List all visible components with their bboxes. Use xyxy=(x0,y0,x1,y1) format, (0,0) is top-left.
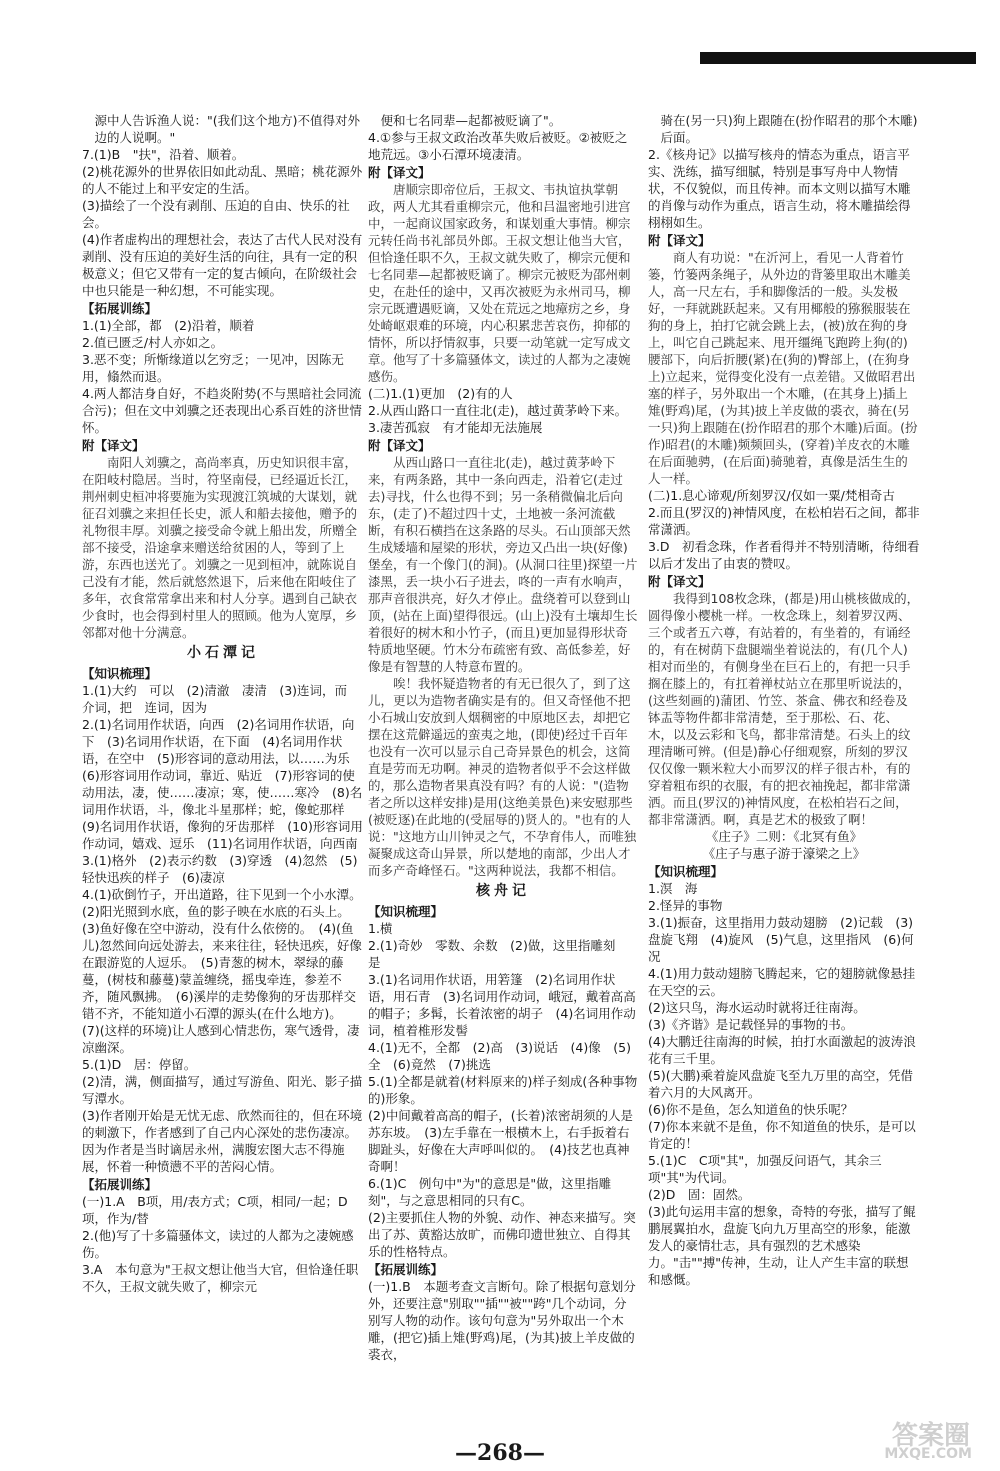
text-line: 骑在(另一只)狗上跟随在(扮作昭君的那个木雕)后面。 xyxy=(660,113,918,145)
text-line: 3.凄苦孤寂 有才能却无法施展 xyxy=(368,420,543,435)
text-line: (4)作者虚构出的理想社会，表达了古代人民对没有剥削、没有压迫的美好生活的向往，具有一定的积极意义；但它又带有一定的复古倾向，在阶级社会中也只能是一种幻想，不可能实现。 xyxy=(82,232,363,298)
text-line: 1.(1)大约 可以 (2)清澈 凄清 (3)连词，而 介词，把 连词，因为 xyxy=(82,683,360,715)
text-line: 商人有功说："在沂河上，看见一人背着竹篓，竹篓两条绳子，从外边的背篓里取出木雕美人，高一尺左右，手和脚像活的一般。头发极好，一拜就跳跃起来。又有用椰般的猕猴服装在狗的身上，拍打它就会跳上去，(被)放在狗的身上，叫它自己跳起来、甩开缰绳飞跑跨上狗(的)腰部下，向后折腰(紧)在(狗的)臀部上，(在狗身上)立起来，觉得变化没有一点差错。又做昭君出塞的样子，另外取出一个木雕，(在其身上)插上雉(野鸡)尾，(为其)披上羊皮做的裘衣，骑在(另一只)狗上跟随在(扮作昭君的那个木雕)后面。(扮作)昭君(的木雕)频频回头，(穿着)羊皮衣的木雕在后面驰骋，(在后面)骑驰着，真像是活生生的人一样。 xyxy=(648,250,918,486)
text-line: 1.横 xyxy=(368,921,393,936)
watermark-logo: 答案圈 xyxy=(891,1421,970,1451)
text-line: 3.(1)名词用作状语，用箬篷 (2)名词用作状语，用石青 (3)名词用作动词，峨冠，戴着高高的帽子；多髯，长着浓密的胡子 (4)名词用作动词，植着椎形发髻 xyxy=(368,972,636,1038)
text-line: (3)作者刚开始是无忧无虑、欣然而往的，但在环境的刺激下，作者感到了自己内心深处的悲伤凄凉。因为作者是当时谪居永州，满腹宏图大志不得施展，怀着一种愤懑不平的苦闷心情。 xyxy=(82,1108,363,1174)
text-line: 3.(1)格外 (2)表示约数 (3)穿透 (4)忽然 (5)轻快迅疾的样子 (6)凄凉 xyxy=(82,853,358,885)
text-line: 唉！我怀疑造物者的有无已很久了，到了这儿，更以为造物者确实是有的。但又奇怪他不把小石城山安放到人烟稠密的中原地区去，却把它摆在这荒僻遥远的蛮夷之地，(即使)经过千百年也没有一次可以显示自己奇异景色的机会，这简直是劳而无功啊。神灵的造物者似乎不会这样做的，那么造物者果真没有吗？有的人说："(造物者之所以这样安排)是用(这绝美景色)来安慰那些(被贬逐)在此地的(受屈辱的)贤人的。"也有的人说："这地方山川钟灵之气，不孕育伟人，而唯独凝聚成这奇山异景，所以楚地的南部，少出人才而多产奇峰怪石。"这两种说法，我都不相信。 xyxy=(368,676,637,878)
text-line: (一)1.A B项，用/表方式；C项，相同/一起；D项，作为/替 xyxy=(82,1194,348,1226)
text-line: (3)《齐谐》是记载怪异的事物的书。 xyxy=(648,1017,854,1032)
text-line: 5.(1)D 居：停留。 xyxy=(82,1057,197,1072)
text-line: 4.①参与王叔文政治改革失败后被贬。②被贬之地荒远。③小石潭环境凄清。 xyxy=(368,130,628,162)
text-line: 便和七名同辈—起都被贬谪了"。 xyxy=(380,113,562,128)
text-line: 3.恶不变；所惭缘道以乞穷乏；一见冲，因陈无用，翛然而退。 xyxy=(82,352,344,384)
text-line: (2)主要抓住人物的外貌、动作、神态来描写。突出了苏、黄豁达放旷，而佛印遗世独立、自得其乐的性格特点。 xyxy=(368,1210,636,1259)
text-line: 2.而且(罗汉的)神情风度，在松柏岩石之间，都非常潇洒。 xyxy=(648,505,920,537)
section-heading: 附【译文】 xyxy=(648,574,711,589)
text-line: 5.(1)C C项"其"，加强反问语气，其余三项"其"为代词。 xyxy=(648,1153,882,1185)
page-number: —268— xyxy=(455,1440,545,1466)
lesson-title: 小石潭记 xyxy=(187,645,259,661)
lesson-title: 《庄子与惠子游于濠梁之上》 xyxy=(702,846,866,861)
text-line: (3)此句运用丰富的想象，奇特的夸张，描写了鲲鹏展翼拍水，盘旋飞向九万里高空的形象，能激发人的豪情壮志，具有强烈的艺术感染力。"击""搏"传神，生动，让人产生丰富的联想和感慨。 xyxy=(648,1204,916,1287)
watermark-url: MXQE.COM xyxy=(884,1446,972,1462)
text-line: (2)D 固：固然。 xyxy=(648,1187,751,1202)
section-heading: 【知识梳理】 xyxy=(648,864,724,879)
text-line: (二)1.(1)更加 (2)有的人 xyxy=(368,386,513,401)
text-line: 4.(1)无不，全都 (2)高 (3)说话 (4)像 (5)全 (6)竟然 (7)挑选 xyxy=(368,1040,631,1072)
section-heading: 【拓展训练】 xyxy=(368,1262,444,1277)
column-left xyxy=(82,112,368,1295)
text-line: (4)大鹏迁往南海的时候，拍打水面激起的波涛浪花有三千里。 xyxy=(648,1034,916,1066)
header-rule xyxy=(700,52,976,64)
text-line: 7.(1)B "扶"，沿着、顺着。 xyxy=(82,147,245,162)
lesson-title: 《庄子》二则：《北冥有鱼》 xyxy=(705,829,863,844)
section-heading: 附【译文】 xyxy=(648,233,711,248)
text-line: 2.值已匮乏/村人亦如之。 xyxy=(82,335,224,350)
text-line: 源中人告诉渔人说："(我们这个地方)不值得对外边的人说啊。" xyxy=(94,113,361,145)
section-heading: 【拓展训练】 xyxy=(82,1177,158,1192)
text-line: 5.(1)全都是就着(材料原来的)样子刻成(各种事物的)形象。 xyxy=(368,1074,638,1106)
text-line: (2)清，满，侧面描写，通过写游鱼、阳光、影子描写潭水。 xyxy=(82,1074,363,1106)
section-heading: 【知识梳理】 xyxy=(368,904,444,919)
text-line: 2.从西山路口一直往北(走)，越过黄茅岭下来。 xyxy=(368,403,628,418)
text-line: (2)这只鸟，海水运动时就将迁往南海。 xyxy=(648,1000,866,1015)
text-line: 从西山路口一直往北(走)，越过黄茅岭下来，有两条路，其中一条向西走，沿着它(走过去)寻找，什么也得不到；另一条稍微偏北后向东，(走了)不超过四十丈，土地被一条河流截断，有积石横挡在这条路的尽头。石山顶部天然生成矮墙和屋梁的形状，旁边又凸出一块(好像)堡垒，有一个像门(的洞)。(从洞口往里)探望一片漆黑，丢一块小石子进去，咚的一声有水响声，那声音很洪亮，好久才停止。盘绕着可以登到山顶，(站在上面)望得很远。(山上)没有土壤却生长着很好的树木和小竹子，(而且)更加显得形状奇特质地坚硬。竹木分布疏密有致、高低参差，好像是有智慧的人特意布置的。 xyxy=(368,455,638,674)
text-line: 3.A 本句意为"王叔文想让他当大官，但恰逢任职不久，王叔文就失败了，柳宗元 xyxy=(82,1262,359,1294)
text-line: 我得到108枚念珠，(都是)用山桃核做成的，圆得像小樱桃一样。一枚念珠上，刻着罗汉两、三个或者五六尊，有站着的，有坐着的，有诵经的，有在树荫下盘腿端坐着说法的，有(几个人)相对而坐的，有侧身坐在巨石上的，有把一只手搁在膝上的，有扛着禅杖站立在那里听说法的，(这些刻画的)蒲团、竹笠、茶盒、佛衣和经卷及钵盂等物件都非常清楚，至于那松、石、花、木，以及云彩和飞鸟，都非常清楚。石头上的纹理清晰可辨。(但是)静心仔细观察，所刻的罗汉仅仅像一颗米粒大小而罗汉的样子很古朴，有的穿着粗布织的衣服，有的把衣袖挽起，都非常潇洒。而且(罗汉的)神情风度，在松柏岩石之间，都非常潇洒。啊，真是艺术的极致了啊！ xyxy=(648,591,920,827)
section-heading: 【知识梳理】 xyxy=(82,666,158,681)
text-line: (3)描绘了一个没有剥削、压迫的自由、快乐的社会。 xyxy=(82,198,350,230)
text-line: 3.(1)振奋，这里指用力鼓动翅膀 (2)记载 (3)盘旋飞翔 (4)旋风 (5)气息，这里指风 (6)何况 xyxy=(648,915,914,964)
text-line: 4.两人都洁身自好，不趋炎附势(不与黑暗社会同流合污)；但在文中刘骥之还表现出心系百姓的济世情怀。 xyxy=(82,386,362,435)
text-line: (2)中间戴着高高的帽子，(长着)浓密胡须的人是苏东坡。 (3)左手靠在一根横木上，右手扳着右脚趾头，好像在大声呼叫似的。 (4)技艺也真神奇啊！ xyxy=(368,1108,633,1174)
text-line: 2.(1)奇妙 零数、余数 (2)做，这里指雕刻 是 xyxy=(368,938,628,970)
column-middle xyxy=(368,112,638,1363)
text-line: 南阳人刘骥之，高尚率真，历史知识很丰富，在阳岐村隐居。当时，符坚南侵，已经逼近长江，荆州刺史桓冲将要施为实现渡江筑城的大谋划，就征召刘骥之来担任长史，派人和船去接他，赠予的礼物很丰厚。刘骥之接受命令就上船出发，所赠全部不接受，沿途拿来赠送给贫困的人，等到了上游，东西也送光了。刘骥之一见到桓冲，就陈说自己没有才能，然后就悠然退下，后来他在阳岐住了多年，衣食常常拿出来和村人分享。遇到自己缺衣少食时，也会得到村里人的照顾。他为人宽厚，乡邻都对他十分满意。 xyxy=(82,455,358,640)
section-heading: 【拓展训练】 xyxy=(82,301,158,316)
text-line: (6)你不是鱼，怎么知道鱼的快乐呢？ xyxy=(648,1102,854,1117)
text-line: 2.(他)写了十多篇骚体文，读过的人都为之凄婉感伤。 xyxy=(82,1228,354,1260)
text-line: (2)桃花源外的世界依旧如此动乱、黑暗；桃花源外的人不能过上和平安定的生活。 xyxy=(82,164,363,196)
text-line: (5)(大鹏)乘着旋风盘旋飞至九万里的高空，凭借着六月的大风离开。 xyxy=(648,1068,913,1100)
text-line: 1.(1)全部，都 (2)沿着，顺着 xyxy=(82,318,255,333)
text-line: 6.(1)C 例句中"为"的意思是"做，这里指雕刻"，与之意思相同的只有C。 xyxy=(368,1176,612,1208)
text-line: 4.(1)砍倒竹子，开出道路，往下见到一个小水潭。 (2)阳光照到水底，鱼的影子映在水底的石头上。 (3)鱼好像在空中游动，没有什么依傍的。 (4)(鱼儿)忽然间向远处游去，来来往往，轻快迅疾，好像在跟游览的人逗乐。 (5)青葱的树木，翠绿的藤蔓，(树枝和藤蔓)蒙盖缠绕，摇曳牵连，参差不齐，随风飘拂。 (6)溪岸的走势像狗的牙齿那样交错不齐，不能知道小石潭的源头(在什么地方)。 (7)(这样的环境)让人感到心情悲伤，寒气透骨，凄凉幽深。 xyxy=(82,887,368,1055)
text-line: (二)1.息心谛观/所刻罗汉/仅如一粟/梵相奇古 xyxy=(648,488,895,503)
text-line: 2.《核舟记》以描写核舟的情态为重点，语言平实、洗练，描写细腻，特别是事写舟中人物情状，不仅貌似，而且传神。而本文则以描写木雕的肖像与动作为重点，语言生动，将木雕描绘得栩栩如生。 xyxy=(648,147,911,230)
section-heading: 附【译文】 xyxy=(368,438,431,453)
text-line: 1.溟 海 xyxy=(648,881,698,896)
section-heading: 附【译文】 xyxy=(368,165,431,180)
lesson-title: 核舟记 xyxy=(476,883,530,899)
text-line: 2.怪异的事物 xyxy=(648,898,723,913)
text-line: (7)你本来就不是鱼，你不知道鱼的快乐，是可以肯定的！ xyxy=(648,1119,916,1151)
text-line: 唐顺宗即帝位后，王叔文、韦执谊执掌朝政，两人尤其看重柳宗元，他和吕温密地引进宫中，一起商议国家政务，和谋划重大事情。柳宗元转任尚书礼部员外郎。王叔文想让他当大官，但恰逢任职不久，王叔文就失败了，柳宗元便和七名同辈—起都被贬谪了。柳宗元被贬为邵州刺史，在赴任的途中，又再次被贬为永州司马，柳宗元既遭遇贬谪，又处在荒远之地瘴疠之乡，身处崎岖艰难的环境，内心积累悲苦哀伤，抑郁的情怀，所以抒情叙事，只要一动笔就一定写成文章。他写了十多篇骚体文，读过的人都为之凄婉感伤。 xyxy=(368,182,631,384)
text-line: 2.(1)名词用作状语，向西 (2)名词用作状语，向下 (3)名词用作状语，在下面 (4)名词用作状语，在空中 (5)形容词的意动用法，以……为乐 (6)形容词用作动词，靠近、贴近 (7)形容词的使动用法，凄，使……凄凉；寒，使……寒冷 (8)名词用作状语，斗，像北斗星那样；蛇，像蛇那样 (9)名词用作状语，像狗的牙齿那样 (10)形容词用作动词，嬉戏、逗乐 (11)名词用作状语，向西南 xyxy=(82,717,363,851)
section-heading: 附【译文】 xyxy=(82,438,145,453)
text-line: 3.D 初看念珠，作者看得并不特别清晰，待细看以后才发出了由衷的赞叹。 xyxy=(648,539,920,571)
text-line: 4.(1)用力鼓动翅膀飞腾起来，它的翅膀就像悬挂在天空的云。 xyxy=(648,966,916,998)
column-right xyxy=(648,112,920,1288)
text-line: (一)1.B 本题考查文言断句。除了根据句意划分外，还要注意"别取""插""被""跨"几个动词，分别写人物的动作。该句句意为"另外取出一个木雕，(把它)插上雉(野鸡)尾，(为其)披上羊皮做的裘衣， xyxy=(368,1279,636,1362)
